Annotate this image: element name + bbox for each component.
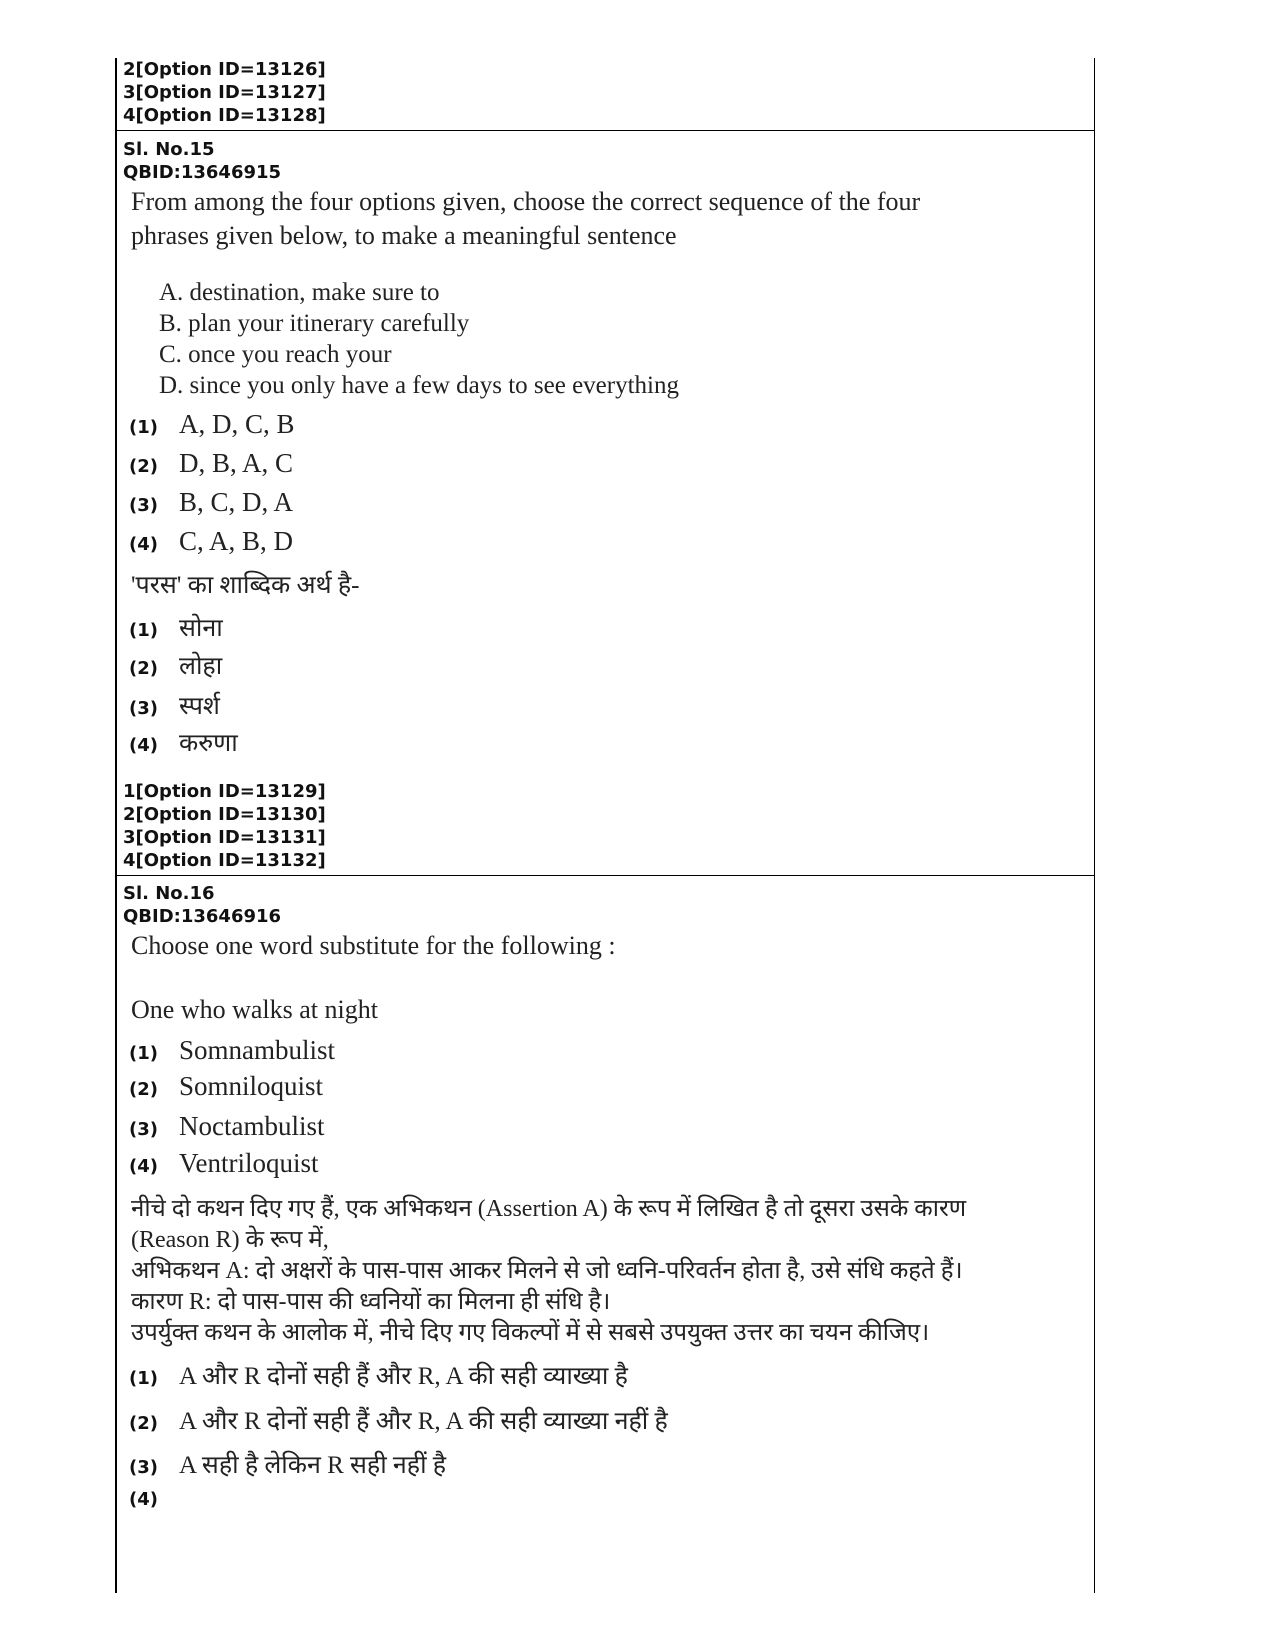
ar-option-1[interactable] (129, 1358, 628, 1392)
option-id-line: 3[Option ID=13127] (123, 82, 326, 103)
q16-header (117, 882, 1094, 928)
option-text: A, D, C, B (179, 409, 295, 439)
ar-line: नीचे दो कथन दिए गए हैं, एक अभिकथन (Assertion A) के रूप में लिखित है तो दूसरा उसके कारण (131, 1196, 967, 1222)
ar-line: उपर्युक्त कथन के आलोक में, नीचे दिए गए विकल्पों में से सबसे उपयुक्त उत्तर का चयन कीजिए। (131, 1320, 930, 1346)
prompt-line: phrases given below, to make a meaningful sentence (131, 221, 677, 250)
question-sheet (115, 58, 1095, 1593)
option-text: D, B, A, C (179, 448, 294, 478)
option-text: B, C, D, A (179, 487, 294, 517)
option-number: (1) (129, 1043, 158, 1064)
option-number: (3) (129, 1119, 158, 1140)
serial-number: Sl. No.16 (123, 883, 215, 904)
option-id-line: 1[Option ID=13129] (123, 781, 326, 802)
q15-hindi-option-4[interactable] (129, 725, 238, 759)
q15-header (117, 138, 1094, 184)
option-text: सोना (179, 615, 223, 642)
option-text: A और R दोनों सही हैं और R, A की सही व्याख्या है (179, 1363, 628, 1390)
option-number: (2) (129, 1079, 158, 1100)
option-number: (2) (129, 456, 158, 477)
option-id-line: 2[Option ID=13130] (123, 804, 326, 825)
statement: B. plan your itinerary carefully (159, 310, 470, 337)
option-text: Ventriloquist (179, 1148, 319, 1178)
option-id-line: 3[Option ID=13131] (123, 827, 326, 848)
q15-prompt (117, 185, 1094, 253)
option-text: A और R दोनों सही हैं और R, A की सही व्याख्या नहीं है (179, 1408, 668, 1435)
option-number: (3) (129, 698, 158, 719)
section-divider (117, 875, 1094, 876)
q15-statements (117, 276, 1094, 400)
ar-line: अभिकथन A: दो अक्षरों के पास-पास आकर मिलने से जो ध्वनि-परिवर्तन होता है, उसे संधि कहते हैं। (131, 1258, 963, 1284)
option-id-line: 4[Option ID=13132] (123, 850, 326, 871)
q15-option-3[interactable] (129, 487, 293, 518)
option-number: (3) (129, 495, 158, 516)
q16-prompt: Choose one word substitute for the following : (131, 931, 616, 960)
option-id-line: 2[Option ID=13126] (123, 59, 326, 80)
ar-option-3[interactable] (129, 1447, 446, 1481)
option-text: लोहा (179, 653, 223, 680)
option-number: (4) (129, 1489, 158, 1510)
option-text: स्पर्श (179, 693, 220, 720)
q15-option-ids (117, 780, 1094, 872)
option-number: (2) (129, 658, 158, 679)
q15-hindi-option-2[interactable] (129, 648, 222, 682)
ar-line: (Reason R) के रूप में, (131, 1227, 329, 1253)
previous-option-ids (117, 58, 1094, 127)
ar-option-4[interactable] (129, 1489, 179, 1510)
section-divider (117, 130, 1094, 131)
q16-option-3[interactable] (129, 1111, 324, 1142)
q15-hindi-option-3[interactable] (129, 688, 220, 722)
option-number: (4) (129, 534, 158, 555)
option-number: (1) (129, 1368, 158, 1389)
ar-option-2[interactable] (129, 1403, 668, 1437)
option-text: C, A, B, D (179, 526, 294, 556)
serial-number: Sl. No.15 (123, 139, 215, 160)
q16-option-1[interactable] (129, 1035, 335, 1066)
option-text: करुणा (179, 730, 238, 757)
option-number: (2) (129, 1413, 158, 1434)
q15-option-1[interactable] (129, 409, 295, 440)
prompt-line: From among the four options given, choose the correct sequence of the four (131, 187, 921, 216)
q16-option-2[interactable] (129, 1071, 323, 1102)
option-number: (3) (129, 1457, 158, 1478)
assertion-reason-text (117, 1194, 1094, 1349)
option-number: (4) (129, 1156, 158, 1177)
question-bank-id: QBID:13646915 (123, 162, 282, 183)
q15-hindi-option-1[interactable] (129, 610, 223, 644)
statement: A. destination, make sure to (159, 279, 440, 306)
option-text: Somniloquist (179, 1071, 324, 1101)
option-text: Somnambulist (179, 1035, 336, 1065)
option-number: (1) (129, 620, 158, 641)
q15-option-4[interactable] (129, 526, 293, 557)
q15-option-2[interactable] (129, 448, 293, 479)
statement: C. once you reach your (159, 341, 392, 368)
ar-line: कारण R: दो पास-पास की ध्वनियों का मिलना ही संधि है। (131, 1289, 611, 1315)
q15-hindi-prompt: 'परस' का शाब्दिक अर्थ है- (131, 572, 360, 599)
option-number: (1) (129, 417, 158, 438)
q16-option-4[interactable] (129, 1148, 319, 1179)
statement: D. since you only have a few days to see everything (159, 372, 679, 399)
option-number: (4) (129, 735, 158, 756)
q16-phrase: One who walks at night (131, 995, 378, 1024)
question-bank-id: QBID:13646916 (123, 906, 282, 927)
option-id-line: 4[Option ID=13128] (123, 105, 326, 126)
option-text: A सही है लेकिन R सही नहीं है (179, 1452, 447, 1479)
option-text: Noctambulist (179, 1111, 325, 1141)
